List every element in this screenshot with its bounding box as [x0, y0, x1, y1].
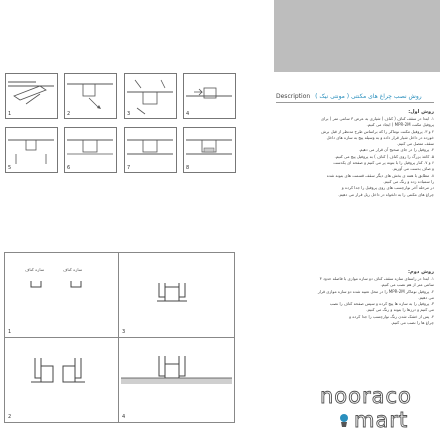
title-fa: روش نصب چراغ های مکنتی ( مونتی نیک ): [315, 93, 422, 100]
panel-number: 3: [122, 329, 126, 335]
figure-number: 1: [8, 111, 12, 117]
profile-between-studs-drawing: [119, 253, 234, 337]
install-figure-6: [64, 127, 117, 173]
figure-number: 6: [67, 165, 71, 171]
method-one-text: [274, 108, 434, 198]
figure-number: 8: [186, 165, 190, 171]
method-one-line: ۶ و ۷. کنار پروفیل را با بتونه پر می کنیم و صفحه ای یکدست: [333, 160, 434, 166]
ceiling-slot-drawing: [6, 74, 57, 118]
method-two-panel-1: [4, 252, 119, 338]
panel-number: 2: [8, 414, 12, 420]
method-two-line: می دهیم.: [418, 294, 434, 300]
logo-bulb-icon: [341, 422, 347, 427]
method-one-line: پروفیل مکنت MPR-2M ) ایجاد می کنیم.: [366, 122, 434, 128]
smooth-surface-drawing: [125, 128, 176, 172]
install-figure-2: [64, 73, 117, 119]
method-two-line: ۳. پروفیل را به سازه ها پیچ کرده و سپس صفحه کناف را نصب: [329, 301, 434, 307]
section-title: [276, 93, 422, 100]
method-two-text: [274, 268, 434, 326]
install-figure-3: [124, 73, 177, 119]
profile-position-drawing: [184, 74, 235, 118]
putty-fill-drawing: [65, 128, 116, 172]
method-one-line: در مرحله آخر نوارچسب های روی پروفیل را جدا کرده و: [341, 185, 434, 191]
figure-number: 7: [127, 165, 131, 171]
install-figure-7: [124, 127, 177, 173]
figure-number: 2: [67, 111, 71, 117]
figure-number: 3: [127, 111, 131, 117]
brand-logo: [318, 383, 430, 431]
method-two-line: ۱. ابتدا در راستای سازه سقف کناف دو سازه موازی با فاصله حدود ۳: [319, 276, 434, 281]
method-one-line: ۸. مطابق با همه ی بخش های دیگر سقف قسمت های بتونه شده: [326, 172, 434, 178]
profile-insert-studs-drawing: [5, 338, 118, 422]
install-figure-5: [5, 127, 58, 173]
method-one-line: را سمباده زده و رنگ می کنیم.: [383, 178, 434, 184]
method-two-line: چراغ ها را نصب می کنیم.: [390, 320, 434, 326]
method-one-line: ۵. کاغذ بزرگ را روی کناف ( کناف ) به پروفیل پیچ می کنیم.: [334, 153, 434, 159]
method-one-line: ۴. پروفیل را در جای صحیح آن قرار می دهیم.: [358, 147, 434, 153]
logo-text-line2: mart: [354, 408, 409, 431]
stud-label: سازه کناف: [63, 267, 83, 272]
method-one-line: و صاف بدست می آوریم.: [392, 166, 434, 172]
install-figure-1: [5, 73, 58, 119]
method-one-line: ۱. ابتدا در سقف کناف ( کناف ) شیاری به عرض ۳ سانتی متر ( برای: [320, 116, 434, 121]
finished-ceiling-drawing: [184, 128, 235, 172]
board-fix-drawing: [6, 128, 57, 172]
method-one-line: سقف متصل می کنیم.: [397, 141, 434, 147]
screw-fix-drawing: [125, 74, 176, 118]
install-figure-4: [183, 73, 236, 119]
figure-number: 5: [8, 165, 12, 171]
board-and-profile-drawing: [119, 338, 234, 422]
method-two-panel-3: [118, 252, 235, 338]
logo-dot-icon: [340, 414, 348, 422]
method-two-line: ۲. پروفیل نوماکر MPR-2M را در محل تعبیه شده دو سازه موازی قرار: [317, 288, 434, 294]
panel-number: 4: [122, 414, 126, 420]
profile-insert-drawing: [65, 74, 116, 118]
title-en: Description: [276, 93, 311, 100]
panel-number: 1: [8, 329, 12, 335]
parallel-studs-drawing: [5, 253, 118, 337]
logo-text-line1: nooraco: [320, 384, 412, 408]
stud-label: سازه کناف: [25, 267, 45, 272]
method-two-line: می کنیم و درزها را بتونه و رنگ می کنیم.: [366, 307, 434, 313]
method-two-panel-4: [118, 337, 235, 423]
method-one-line: چراغ های مکنتی را به دلخواه در داخل ریل قرار می دهیم.: [338, 191, 434, 197]
nooraco-mart-logo: [318, 383, 430, 431]
method-two-line: سانتی متر از هم نصب می کنیم.: [380, 282, 434, 288]
method-one-heading: روش اول:: [408, 109, 434, 115]
install-figure-8: [183, 127, 236, 173]
method-two-heading: روش دوم:: [408, 269, 434, 275]
header-image-placeholder: [274, 0, 440, 72]
figure-number: 4: [186, 111, 190, 117]
method-two-line: ۴. پس از خشک شدن رنگ نوارچسب را جدا کرده و: [349, 313, 434, 319]
method-one-line: ۲ و ۳. پروفیل مکنت نوماکر را که براساس طرح مدنظر از قبل برش: [321, 128, 434, 134]
method-two-panel-2: [4, 337, 119, 423]
title-divider: [276, 102, 434, 103]
method-one-line: خورده در داخل شیار قرار داده و به وسیله پیچ به سازه های داخل: [326, 134, 434, 140]
